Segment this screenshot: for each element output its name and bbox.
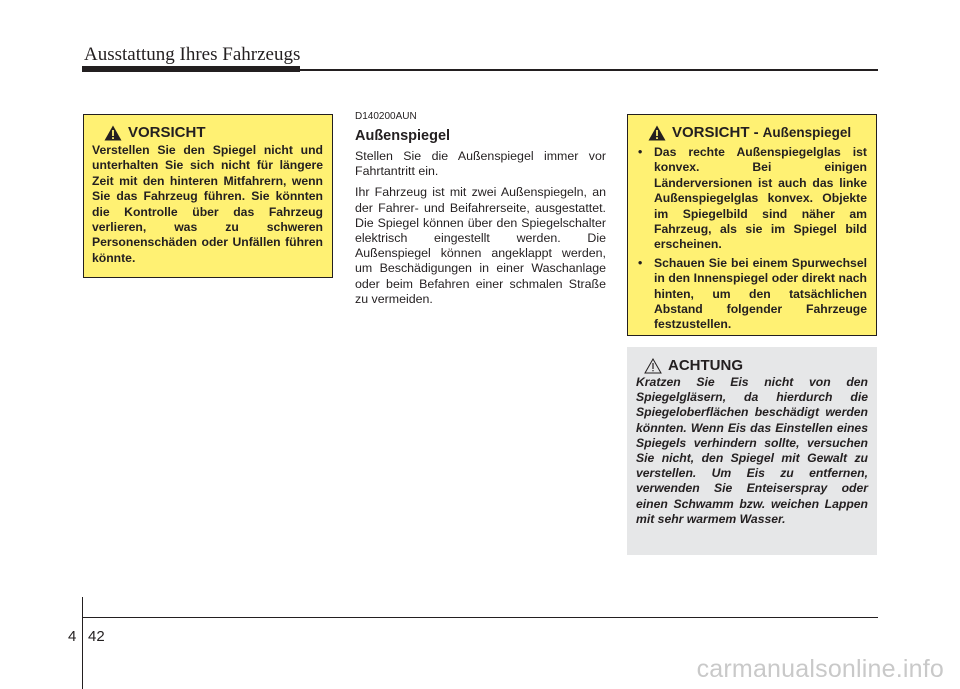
list-item: • Das rechte Außenspiegelglas ist konvex. Bei einigen Länderversionen ist auch das linke Außenspiegelglas konvex. Objekte im Spiegelbild sind näher am Fahrzeug, als sie im Spiegel bild erscheinen.	[638, 145, 867, 252]
warning-outline-icon	[644, 358, 662, 374]
notice-box	[627, 347, 877, 555]
bullet-text: Das rechte Außenspiegelglas ist konvex. Bei einigen Länderversionen ist auch das linke Außenspiegelglas konvex. Objekte im Spiegelbild sind näher am Fahrzeug, als sie im Spiegel bild erscheinen.	[654, 145, 867, 252]
footer-rule	[82, 617, 878, 618]
list-item: • Schauen Sie bei einem Spurwechsel in den Innenspiegel oder direkt nach hinten, um den tatsächlichen Abstand folgender Fahrzeuge festzustellen.	[638, 255, 867, 332]
header-rule	[82, 69, 878, 71]
chapter-number: 4	[68, 628, 77, 645]
caution-title-right-text: VORSICHT -	[672, 124, 759, 141]
notice-title-text: ACHTUNG	[668, 357, 743, 374]
caution-bullet-list	[636, 145, 867, 333]
section-paragraph-1: Stellen Sie die Außenspiegel immer vor Fahrtantritt ein.	[355, 149, 606, 179]
main-section	[355, 111, 606, 313]
caution-box-right	[627, 114, 877, 336]
caution-subtitle: Außenspiegel	[762, 125, 852, 140]
notice-text: Kratzen Sie Eis nicht von den Spiegelgläsern, da hierdurch die Spiegeloberflächen beschädigt werden könnten. Wenn Eis das Einstellen eines Spiegels verhindern sollte, versuchen Sie nicht, den Spiegel mit Gewalt zu verstellen. Um Eis zu entfernen, verwenden Sie Enteiserspray oder einen Schwamm bzw. weichen Lappen mit sehr warmem Wasser.	[636, 375, 868, 526]
caution-title	[104, 124, 323, 141]
section-code: D140200AUN	[355, 111, 417, 122]
page-header-title: Ausstattung Ihres Fahrzeugs	[84, 44, 301, 65]
warning-triangle-icon	[648, 125, 666, 141]
caution-text: Verstellen Sie den Spiegel nicht und unterhalten Sie sich nicht für längere Zeit mit den hinteren Mitfahrern, wenn Sie das Fahrzeug führen. Sie könnten die Kontrolle über das Fahrzeug verlieren, was zu schweren Personenschäden oder Unfällen führen könnte.	[92, 143, 323, 265]
caution-title-right	[648, 124, 867, 141]
caution-box-left	[83, 114, 333, 278]
caution-title-text: VORSICHT	[128, 124, 206, 141]
section-paragraph-2: Ihr Fahrzeug ist mit zwei Außenspiegeln, an der Fahrer- und Beifahrerseite, ausgestattet. Die Spiegel können über den Spiegelschalter elektrisch eingestellt werden. Die Außenspiegel können angeklappt werden, um Beschädigungen in einer Waschanlage oder beim Befahren einer schmalen Straße zu vermeiden.	[355, 185, 606, 306]
footer-divider	[82, 597, 83, 689]
section-heading: Außenspiegel	[355, 128, 451, 144]
page-number: 42	[88, 628, 105, 645]
warning-triangle-icon	[104, 125, 122, 141]
bullet-text: Schauen Sie bei einem Spurwechsel in den Innenspiegel oder direkt nach hinten, um den tatsächlichen Abstand folgender Fahrzeuge festzustellen.	[654, 255, 867, 332]
notice-title	[644, 357, 868, 374]
watermark: carmanualsonline.info	[696, 655, 944, 683]
